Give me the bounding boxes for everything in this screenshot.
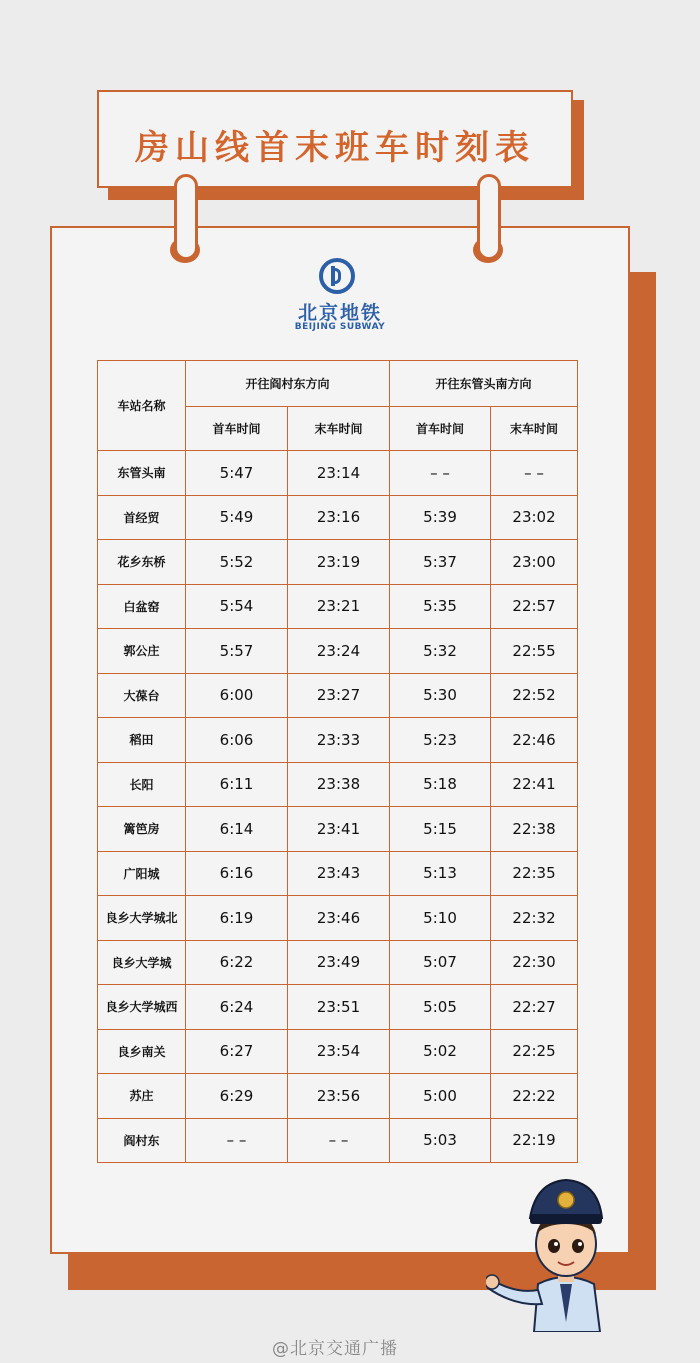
d2-first-time-cell: 5:18: [390, 762, 491, 807]
direction-2-header: 开往东管头南方向: [390, 361, 578, 407]
station-name-cell: 广阳城: [98, 851, 186, 896]
d1-first-time-cell: 6:00: [186, 673, 288, 718]
d2-first-time-cell: 5:00: [390, 1074, 491, 1119]
d1-last-time-cell: – –: [288, 1118, 390, 1163]
d1-first-time-cell: 6:22: [186, 940, 288, 985]
logo-name-en: BEIJING SUBWAY: [294, 322, 386, 332]
d1-last-time-cell: 23:49: [288, 940, 390, 985]
d1-first-time-cell: 6:06: [186, 718, 288, 763]
d1-first-time-cell: 5:47: [186, 451, 288, 496]
d2-first-time-cell: 5:05: [390, 985, 491, 1030]
d1-last-time-cell: 23:54: [288, 1029, 390, 1074]
d1-last-time-cell: 23:21: [288, 584, 390, 629]
table-row: [98, 851, 578, 896]
d1-first-time-cell: – –: [186, 1118, 288, 1163]
d2-first-time-cell: 5:23: [390, 718, 491, 763]
beijing-subway-logo-icon: [319, 258, 355, 294]
station-name-cell: 良乡大学城: [98, 940, 186, 985]
d2-first-header: 首车时间: [390, 407, 491, 451]
d1-first-time-cell: 5:52: [186, 540, 288, 585]
timetable: [97, 360, 578, 1163]
table-row: [98, 495, 578, 540]
table-row: [98, 673, 578, 718]
d1-last-time-cell: 23:27: [288, 673, 390, 718]
station-name-cell: 篱笆房: [98, 807, 186, 852]
d1-first-time-cell: 6:27: [186, 1029, 288, 1074]
d2-first-time-cell: 5:03: [390, 1118, 491, 1163]
station-header: 车站名称: [98, 361, 186, 451]
table-row: [98, 985, 578, 1030]
logo-name-cn: 北京地铁: [297, 302, 382, 324]
d1-first-time-cell: 6:19: [186, 896, 288, 941]
d2-last-header: 末车时间: [491, 407, 578, 451]
table-row: [98, 940, 578, 985]
station-name-cell: 良乡大学城北: [98, 896, 186, 941]
d2-first-time-cell: – –: [390, 451, 491, 496]
table-row: [98, 1074, 578, 1119]
station-name-cell: 良乡大学城西: [98, 985, 186, 1030]
table-row: [98, 540, 578, 585]
d1-first-time-cell: 5:57: [186, 629, 288, 674]
d2-first-time-cell: 5:30: [390, 673, 491, 718]
d1-last-time-cell: 23:33: [288, 718, 390, 763]
table-row: [98, 629, 578, 674]
direction-1-header: 开往阎村东方向: [186, 361, 390, 407]
d1-last-time-cell: 23:51: [288, 985, 390, 1030]
table-row: [98, 718, 578, 763]
table-row: [98, 451, 578, 496]
table-row: [98, 1029, 578, 1074]
d1-first-time-cell: 5:54: [186, 584, 288, 629]
d1-last-time-cell: 23:56: [288, 1074, 390, 1119]
d1-first-time-cell: 6:16: [186, 851, 288, 896]
station-name-cell: 良乡南关: [98, 1029, 186, 1074]
d1-last-time-cell: 23:19: [288, 540, 390, 585]
d2-last-time-cell: – –: [491, 451, 578, 496]
d2-first-time-cell: 5:13: [390, 851, 491, 896]
d2-last-time-cell: 22:57: [491, 584, 578, 629]
table-row: [98, 896, 578, 941]
timetable-body: [98, 451, 578, 1163]
d1-first-time-cell: 5:49: [186, 495, 288, 540]
d2-last-time-cell: 22:27: [491, 985, 578, 1030]
station-name-cell: 大葆台: [98, 673, 186, 718]
d2-last-time-cell: 22:19: [491, 1118, 578, 1163]
station-name-cell: 首经贸: [98, 495, 186, 540]
station-name-cell: 稻田: [98, 718, 186, 763]
d1-first-header: 首车时间: [186, 407, 288, 451]
d2-last-time-cell: 22:22: [491, 1074, 578, 1119]
d2-last-time-cell: 22:38: [491, 807, 578, 852]
d2-last-time-cell: 22:30: [491, 940, 578, 985]
d2-first-time-cell: 5:35: [390, 584, 491, 629]
ring-left: [174, 174, 198, 260]
d2-last-time-cell: 22:32: [491, 896, 578, 941]
d1-first-time-cell: 6:14: [186, 807, 288, 852]
station-name-cell: 阎村东: [98, 1118, 186, 1163]
station-name-cell: 白盆窑: [98, 584, 186, 629]
table-row: [98, 1118, 578, 1163]
watermark: @北京交通广播: [272, 1339, 398, 1359]
d2-last-time-cell: 22:52: [491, 673, 578, 718]
d2-first-time-cell: 5:32: [390, 629, 491, 674]
d1-last-time-cell: 23:16: [288, 495, 390, 540]
d1-first-time-cell: 6:29: [186, 1074, 288, 1119]
d1-first-time-cell: 6:24: [186, 985, 288, 1030]
d1-last-header: 末车时间: [288, 407, 390, 451]
d2-first-time-cell: 5:07: [390, 940, 491, 985]
page-title: 房山线首末班车时刻表: [135, 128, 535, 168]
station-name-cell: 苏庄: [98, 1074, 186, 1119]
station-name-cell: 花乡东桥: [98, 540, 186, 585]
d1-last-time-cell: 23:24: [288, 629, 390, 674]
d2-last-time-cell: 22:41: [491, 762, 578, 807]
d1-last-time-cell: 23:46: [288, 896, 390, 941]
d1-first-time-cell: 6:11: [186, 762, 288, 807]
station-name-cell: 东管头南: [98, 451, 186, 496]
station-name-cell: 郭公庄: [98, 629, 186, 674]
d2-first-time-cell: 5:37: [390, 540, 491, 585]
title-board: [97, 90, 573, 188]
d2-first-time-cell: 5:15: [390, 807, 491, 852]
table-row: [98, 584, 578, 629]
subway-staff-mascot-icon: [486, 1172, 646, 1332]
d1-last-time-cell: 23:43: [288, 851, 390, 896]
d2-last-time-cell: 23:00: [491, 540, 578, 585]
d2-first-time-cell: 5:02: [390, 1029, 491, 1074]
ring-right: [477, 174, 501, 260]
d2-first-time-cell: 5:10: [390, 896, 491, 941]
d1-last-time-cell: 23:14: [288, 451, 390, 496]
station-name-cell: 长阳: [98, 762, 186, 807]
d1-last-time-cell: 23:38: [288, 762, 390, 807]
d2-last-time-cell: 23:02: [491, 495, 578, 540]
d2-first-time-cell: 5:39: [390, 495, 491, 540]
d1-last-time-cell: 23:41: [288, 807, 390, 852]
table-row: [98, 807, 578, 852]
d2-last-time-cell: 22:46: [491, 718, 578, 763]
table-row: [98, 762, 578, 807]
d2-last-time-cell: 22:55: [491, 629, 578, 674]
d2-last-time-cell: 22:35: [491, 851, 578, 896]
d2-last-time-cell: 22:25: [491, 1029, 578, 1074]
